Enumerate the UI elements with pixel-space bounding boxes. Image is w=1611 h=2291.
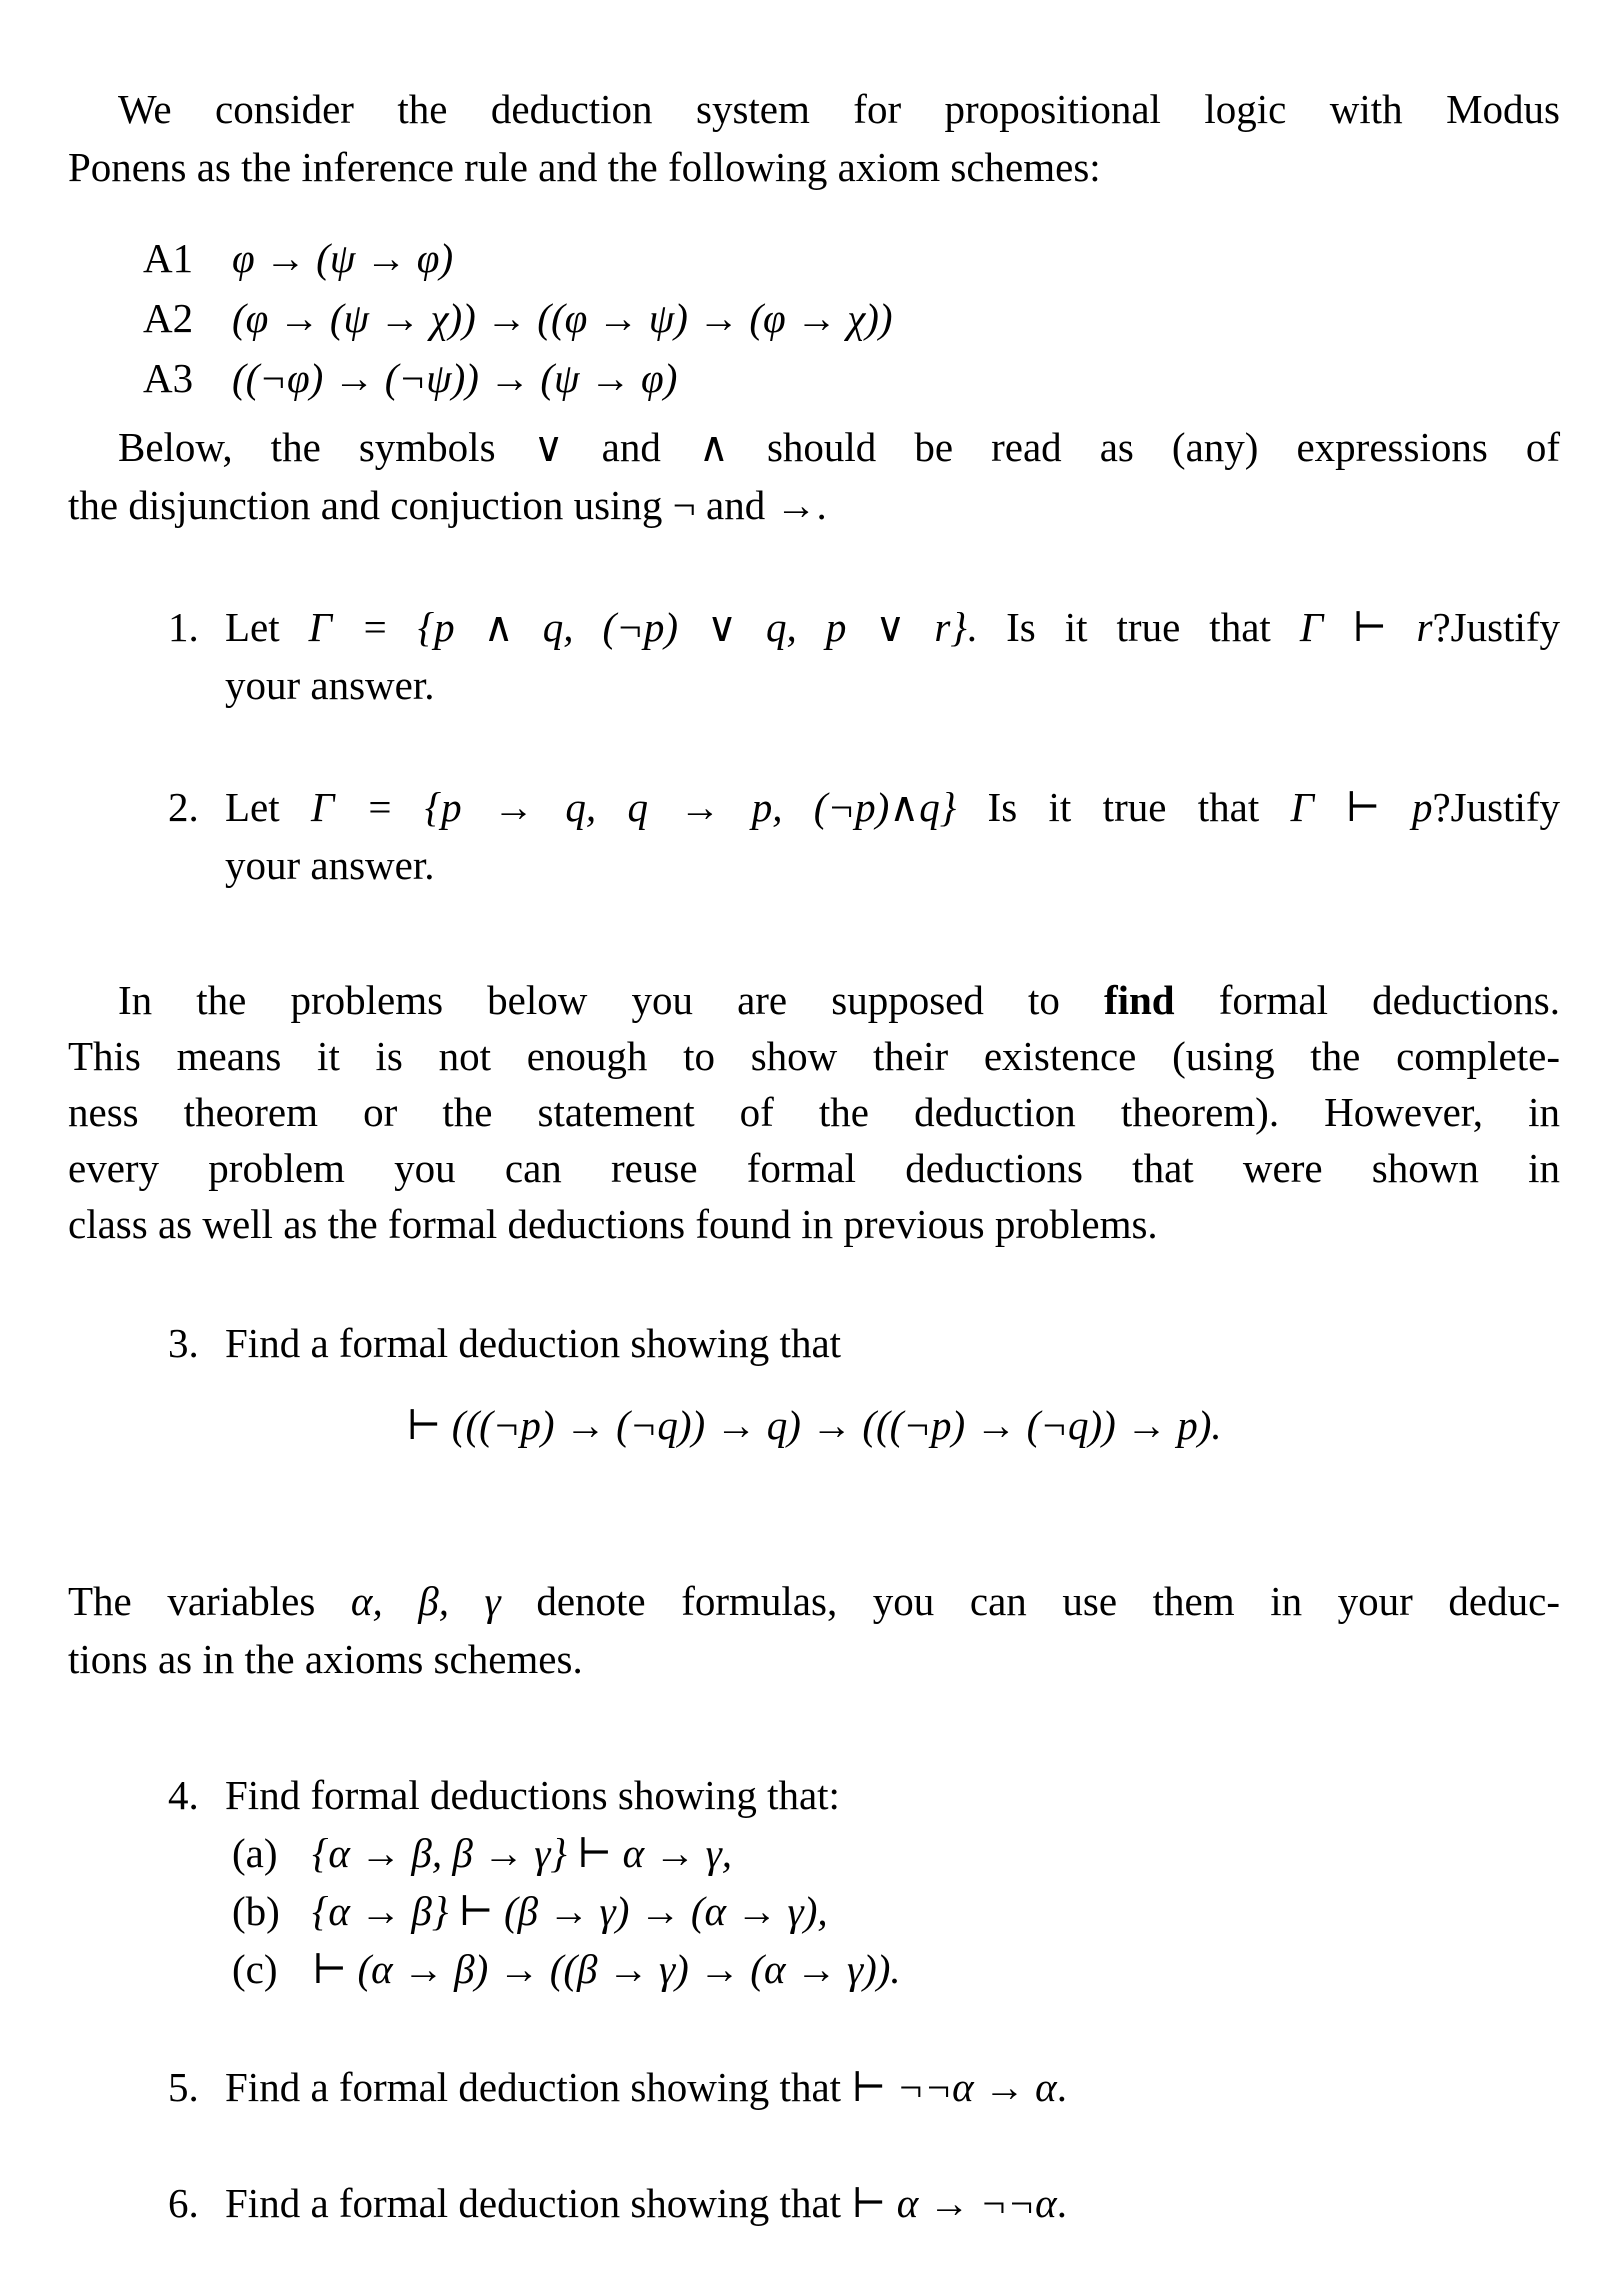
problem-1-line-2: your answer. <box>225 662 435 708</box>
intro-line-2: Ponens as the inference rule and the following axiom schemes: <box>68 144 1101 190</box>
problem-1-number: 1. <box>168 604 199 650</box>
problem-6-line-1 <box>168 2174 1560 2232</box>
problem-3-formula: ⊢ (((¬p) → (¬q)) → q) → (((¬p) → (¬q)) → p). <box>406 1402 1222 1448</box>
symbols-note-paragraph <box>68 418 1560 534</box>
problem-3-statement: Find a formal deduction showing that <box>225 1320 842 1366</box>
intro-paragraph <box>68 80 1560 196</box>
symbols-note-line-2: the disjunction and conjuction using ¬ and →. <box>68 482 827 528</box>
problem-5 <box>68 2058 1560 2116</box>
problem-2-line-1 <box>168 778 1560 836</box>
problem-5-line-1 <box>168 2058 1560 2116</box>
problem-2 <box>68 778 1560 894</box>
problem-4 <box>68 1766 1560 1998</box>
instructions-line-1: In the problems below you are supposed to find formal deductions. <box>118 977 1560 1023</box>
instructions-line-5: class as well as the formal deductions found in previous problems. <box>68 1201 1158 1247</box>
instructions-line-2: This means it is not enough to show their existence (using the complete- <box>68 1033 1560 1079</box>
problem-4b <box>232 1882 1560 1940</box>
problem-5-statement: Find a formal deduction showing that ⊢ ¬¬α → α. <box>225 2064 1067 2110</box>
axiom-a2-formula: (φ → (ψ → χ)) → ((φ → ψ) → (φ → χ)) <box>232 295 893 341</box>
axiom-schemes-list <box>68 228 1560 408</box>
problem-2-line-2: your answer. <box>225 842 435 888</box>
variables-note-line-2: tions as in the axioms schemes. <box>68 1636 583 1682</box>
problem-4c <box>232 1940 1560 1998</box>
problem-4-line-1 <box>168 1766 1560 1824</box>
variables-note-line-1: The variables α, β, γ denote formulas, you can use them in your deduc- <box>68 1578 1560 1624</box>
problem-4c-label: (c) <box>232 1946 278 1992</box>
axiom-a1 <box>143 228 1560 288</box>
axiom-a1-label: A1 <box>143 235 194 281</box>
axiom-a3 <box>143 348 1560 408</box>
problem-6-number: 6. <box>168 2180 199 2226</box>
problem-3-line-1 <box>168 1314 1560 1372</box>
problem-1-statement: Let Γ = {p ∧ q, (¬p) ∨ q, p ∨ r}. Is it true that Γ ⊢ r?Justify <box>225 604 1560 650</box>
problem-4b-formula: {α → β} ⊢ (β → γ) → (α → γ), <box>312 1888 828 1934</box>
problem-2-number: 2. <box>168 784 199 830</box>
problem-1-line-1 <box>168 598 1560 656</box>
intro-line-1: We consider the deduction system for propositional logic with Modus <box>118 86 1560 132</box>
problem-4-statement: Find formal deductions showing that: <box>225 1772 840 1818</box>
problem-3 <box>68 1314 1560 1454</box>
instructions-line-4: every problem you can reuse formal deductions that were shown in <box>68 1145 1560 1191</box>
problem-6-statement: Find a formal deduction showing that ⊢ α → ¬¬α. <box>225 2180 1067 2226</box>
problem-4b-label: (b) <box>232 1888 280 1934</box>
problem-2-statement: Let Γ = {p → q, q → p, (¬p)∧q} Is it true that Γ ⊢ p?Justify <box>225 784 1560 830</box>
problem-1 <box>68 598 1560 714</box>
axiom-a2 <box>143 288 1560 348</box>
problem-6 <box>68 2174 1560 2232</box>
axiom-a2-label: A2 <box>143 295 194 341</box>
variables-note-paragraph <box>68 1572 1560 1688</box>
symbols-note-line-1: Below, the symbols ∨ and ∧ should be read as (any) expressions of <box>118 424 1560 470</box>
problem-4a <box>232 1824 1560 1882</box>
problem-4a-formula: {α → β, β → γ} ⊢ α → γ, <box>312 1830 732 1876</box>
problem-5-number: 5. <box>168 2064 199 2110</box>
problem-4c-formula: ⊢ (α → β) → ((β → γ) → (α → γ)). <box>312 1946 901 1992</box>
instructions-line-3: ness theorem or the statement of the deduction theorem). However, in <box>68 1089 1560 1135</box>
problem-4a-label: (a) <box>232 1830 278 1876</box>
problem-3-number: 3. <box>168 1320 199 1366</box>
axiom-a1-formula: φ → (ψ → φ) <box>232 235 454 281</box>
instructions-paragraph <box>68 972 1560 1252</box>
axiom-a3-formula: ((¬φ) → (¬ψ)) → (ψ → φ) <box>232 355 678 401</box>
axiom-a3-label: A3 <box>143 355 194 401</box>
problem-4-number: 4. <box>168 1772 199 1818</box>
